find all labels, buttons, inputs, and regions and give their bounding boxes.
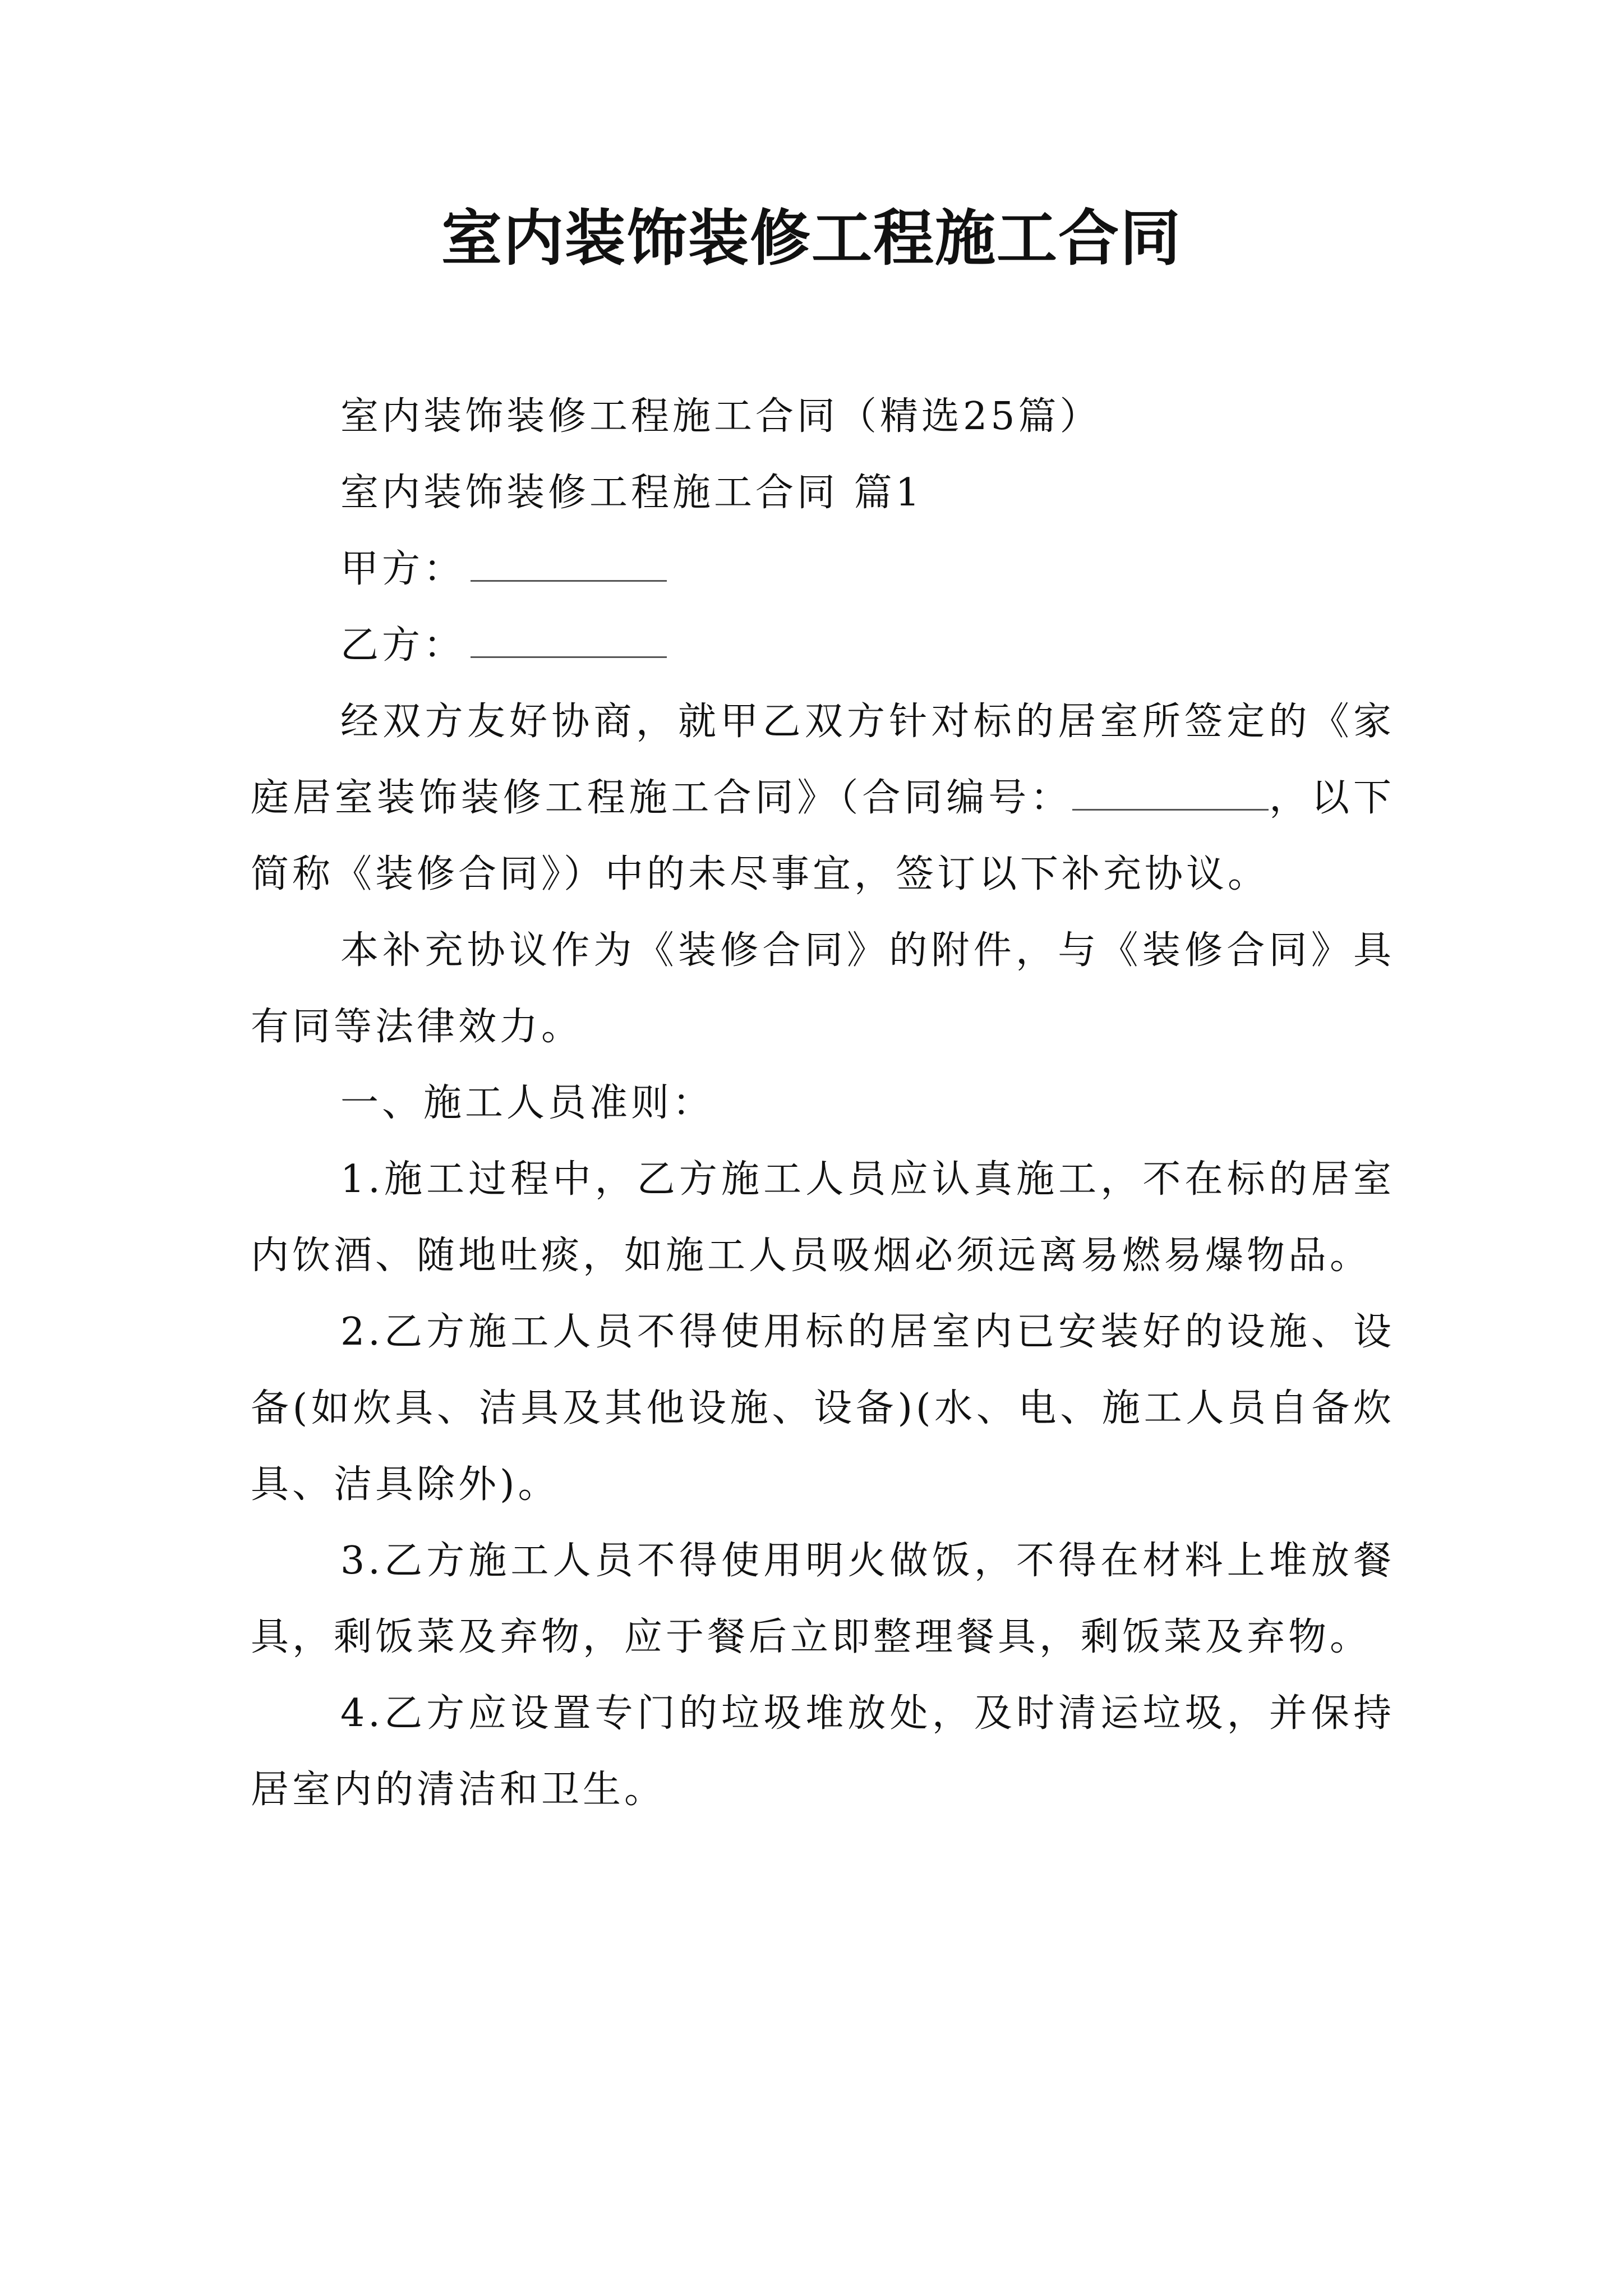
contract-number-blank (1072, 775, 1269, 811)
section-heading: 室内装饰装修工程施工合同 篇1 (340, 471, 923, 515)
section-one-heading: 一、施工人员准则： (340, 1081, 714, 1125)
party-a-blank (471, 546, 667, 582)
intro-paragraph (251, 684, 1395, 913)
document-title: 室内装饰装修工程施工合同 (441, 203, 1182, 274)
party-a-label: 甲方： (340, 547, 465, 591)
rule-item-4: 4.乙方应设置专门的垃圾堆放处，及时清运垃圾，并保持居室内的清洁和卫生。 (251, 1691, 1395, 1812)
party-a-line (251, 531, 1395, 608)
party-b-blank (471, 623, 667, 658)
document-subtitle: 室内装饰装修工程施工合同（精选25篇） (340, 394, 1101, 439)
party-b-label: 乙方： (340, 623, 465, 668)
rule-item-2: 2.乙方施工人员不得使用标的居室内已安装好的设施、设备(如炊具、洁具及其他设施、设备)(水、电、施工人员自备炊具、洁具除外)。 (251, 1310, 1395, 1507)
rule-item-3: 3.乙方施工人员不得使用明火做饭，不得在材料上堆放餐具，剩饭菜及弃物，应于餐后立即整理餐具，剩饭菜及弃物。 (251, 1539, 1395, 1659)
rule-item-1: 1.施工过程中，乙方施工人员应认真施工，不在标的居室内饮酒、随地吐痰，如施工人员吸烟必须远离易燃易爆物品。 (251, 1157, 1395, 1278)
document-body (251, 379, 1395, 1828)
party-b-line (251, 608, 1395, 684)
attachment-clause: 本补充协议作为《装修合同》的附件，与《装修合同》具有同等法律效力。 (251, 928, 1395, 1049)
intro-text-part2: ，以下简称《装修合同》）中的未尽事宜，签订以下补充协议。 (251, 776, 1395, 896)
intro-text-part1: 经双方友好协商，就甲乙双方针对标的居室所签定的《家庭居室装饰装修工程施工合同》（合同编号： (251, 700, 1395, 820)
